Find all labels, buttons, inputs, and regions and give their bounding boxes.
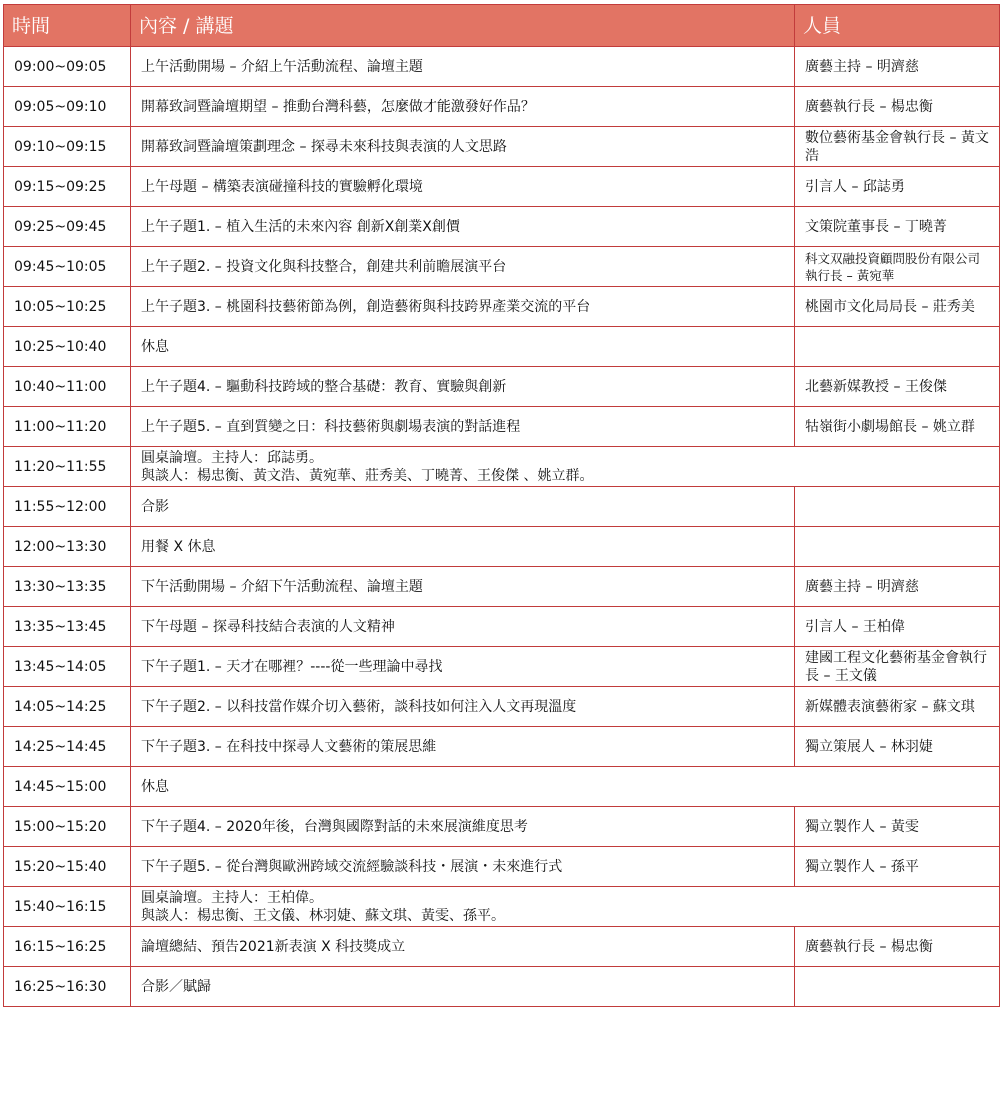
time-cell: 14:05~14:25 <box>4 687 131 727</box>
roundtable-cell <box>131 447 1000 487</box>
table-row <box>4 407 1000 447</box>
topic-cell: 上午活動開場 – 介紹上午活動流程、論壇主題 <box>131 47 795 87</box>
time-cell: 16:25~16:30 <box>4 967 131 1007</box>
speaker-cell: 廣藝主持 – 明濟慈 <box>795 47 1000 87</box>
roundtable-panel-line: 與談人：楊忠衡、王文儀、林羽婕、蘇文琪、黃雯、孫平。 <box>141 907 505 924</box>
time-cell: 09:15~09:25 <box>4 167 131 207</box>
time-cell: 09:05~09:10 <box>4 87 131 127</box>
topic-cell: 用餐 X 休息 <box>131 527 795 567</box>
table-row <box>4 807 1000 847</box>
table-row-roundtable <box>4 887 1000 927</box>
table-row <box>4 127 1000 167</box>
time-cell: 13:30~13:35 <box>4 567 131 607</box>
roundtable-panel-line: 與談人：楊忠衡、黃文浩、黃宛華、莊秀美、丁曉菁、王俊傑 、姚立群。 <box>141 467 594 484</box>
topic-cell: 上午母題 – 構築表演碰撞科技的實驗孵化環境 <box>131 167 795 207</box>
table-row <box>4 927 1000 967</box>
speaker-cell <box>795 967 1000 1007</box>
topic-cell: 下午母題 – 探尋科技結合表演的人文精神 <box>131 607 795 647</box>
topic-cell: 下午子題2. – 以科技當作媒介切入藝術，談科技如何注入人文再現溫度 <box>131 687 795 727</box>
time-cell: 09:45~10:05 <box>4 247 131 287</box>
table-row <box>4 207 1000 247</box>
table-row <box>4 487 1000 527</box>
topic-cell: 開幕致詞暨論壇策劃理念 – 探尋未來科技與表演的人文思路 <box>131 127 795 167</box>
table-row <box>4 47 1000 87</box>
table-row <box>4 967 1000 1007</box>
topic-cell: 下午活動開場 – 介紹下午活動流程、論壇主題 <box>131 567 795 607</box>
speaker-cell <box>795 327 1000 367</box>
speaker-cell: 廣藝執行長 – 楊忠衡 <box>795 927 1000 967</box>
topic-cell: 合影 <box>131 487 795 527</box>
time-cell: 14:45~15:00 <box>4 767 131 807</box>
time-cell: 09:25~09:45 <box>4 207 131 247</box>
topic-cell: 上午子題1. – 植入生活的未來內容 創新X創業X創價 <box>131 207 795 247</box>
speaker-cell: 數位藝術基金會執行長 – 黃文浩 <box>795 127 1000 167</box>
speaker-cell: 獨立策展人 – 林羽婕 <box>795 727 1000 767</box>
table-row <box>4 647 1000 687</box>
speaker-cell: 文策院董事長 – 丁曉菁 <box>795 207 1000 247</box>
speaker-cell: 牯嶺街小劇場館長 – 姚立群 <box>795 407 1000 447</box>
speaker-cell: 廣藝執行長 – 楊忠衡 <box>795 87 1000 127</box>
time-cell: 12:00~13:30 <box>4 527 131 567</box>
time-cell: 14:25~14:45 <box>4 727 131 767</box>
time-cell: 10:40~11:00 <box>4 367 131 407</box>
roundtable-cell <box>131 887 1000 927</box>
table-row <box>4 727 1000 767</box>
table-row <box>4 687 1000 727</box>
speaker-cell: 新媒體表演藝術家 – 蘇文琪 <box>795 687 1000 727</box>
roundtable-host-line: 圓桌論壇。主持人：王柏偉。 <box>141 889 323 906</box>
table-row-break <box>4 767 1000 807</box>
time-cell: 15:20~15:40 <box>4 847 131 887</box>
speaker-cell: 獨立製作人 – 孫平 <box>795 847 1000 887</box>
topic-cell: 下午子題5. – 從台灣與歐洲跨域交流經驗談科技・展演・未來進行式 <box>131 847 795 887</box>
table-row <box>4 287 1000 327</box>
time-cell: 11:20~11:55 <box>4 447 131 487</box>
topic-cell: 開幕致詞暨論壇期望 – 推動台灣科藝，怎麼做才能激發好作品？ <box>131 87 795 127</box>
topic-cell: 上午子題4. – 驅動科技跨域的整合基礎：教育、實驗與創新 <box>131 367 795 407</box>
speaker-cell: 北藝新媒教授 – 王俊傑 <box>795 367 1000 407</box>
topic-cell: 上午子題3. – 桃園科技藝術節為例，創造藝術與科技跨界產業交流的平台 <box>131 287 795 327</box>
time-cell: 09:10~09:15 <box>4 127 131 167</box>
speaker-cell: 獨立製作人 – 黃雯 <box>795 807 1000 847</box>
time-cell: 10:25~10:40 <box>4 327 131 367</box>
speaker-cell <box>795 527 1000 567</box>
table-row <box>4 567 1000 607</box>
topic-cell: 下午子題1. – 天才在哪裡？----從一些理論中尋找 <box>131 647 795 687</box>
time-cell: 15:00~15:20 <box>4 807 131 847</box>
table-row <box>4 527 1000 567</box>
topic-cell: 論壇總結、預告2021新表演 X 科技獎成立 <box>131 927 795 967</box>
time-cell: 11:55~12:00 <box>4 487 131 527</box>
time-cell: 11:00~11:20 <box>4 407 131 447</box>
table-row <box>4 247 1000 287</box>
speaker-cell: 引言人 – 邱誌勇 <box>795 167 1000 207</box>
topic-cell: 上午子題5. – 直到質變之日：科技藝術與劇場表演的對話進程 <box>131 407 795 447</box>
topic-cell: 合影／賦歸 <box>131 967 795 1007</box>
table-row <box>4 327 1000 367</box>
speaker-cell: 建國工程文化藝術基金會執行長 – 王文儀 <box>795 647 1000 687</box>
table-row-roundtable <box>4 447 1000 487</box>
speaker-cell: 廣藝主持 – 明濟慈 <box>795 567 1000 607</box>
header-speaker: 人員 <box>795 5 1000 47</box>
header-time: 時間 <box>4 5 131 47</box>
table-header-row <box>4 5 1000 47</box>
table-row <box>4 847 1000 887</box>
topic-cell: 下午子題4. – 2020年後，台灣與國際對話的未來展演維度思考 <box>131 807 795 847</box>
speaker-cell: 桃園市文化局局長 – 莊秀美 <box>795 287 1000 327</box>
table-row <box>4 167 1000 207</box>
topic-cell: 下午子題3. – 在科技中探尋人文藝術的策展思維 <box>131 727 795 767</box>
header-topic: 內容 / 講題 <box>131 5 795 47</box>
time-cell: 10:05~10:25 <box>4 287 131 327</box>
speaker-cell: 科文双融投資顧問股份有限公司執行長 – 黃宛華 <box>795 247 1000 287</box>
time-cell: 13:35~13:45 <box>4 607 131 647</box>
topic-cell: 休息 <box>131 327 795 367</box>
table-row <box>4 607 1000 647</box>
time-cell: 15:40~16:15 <box>4 887 131 927</box>
time-cell: 09:00~09:05 <box>4 47 131 87</box>
roundtable-host-line: 圓桌論壇。主持人：邱誌勇。 <box>141 449 323 466</box>
topic-cell: 休息 <box>131 767 1000 807</box>
table-row <box>4 367 1000 407</box>
agenda-table <box>3 4 1000 1007</box>
topic-cell: 上午子題2. – 投資文化與科技整合，創建共利前瞻展演平台 <box>131 247 795 287</box>
speaker-cell <box>795 487 1000 527</box>
time-cell: 13:45~14:05 <box>4 647 131 687</box>
time-cell: 16:15~16:25 <box>4 927 131 967</box>
table-row <box>4 87 1000 127</box>
speaker-cell: 引言人 – 王柏偉 <box>795 607 1000 647</box>
